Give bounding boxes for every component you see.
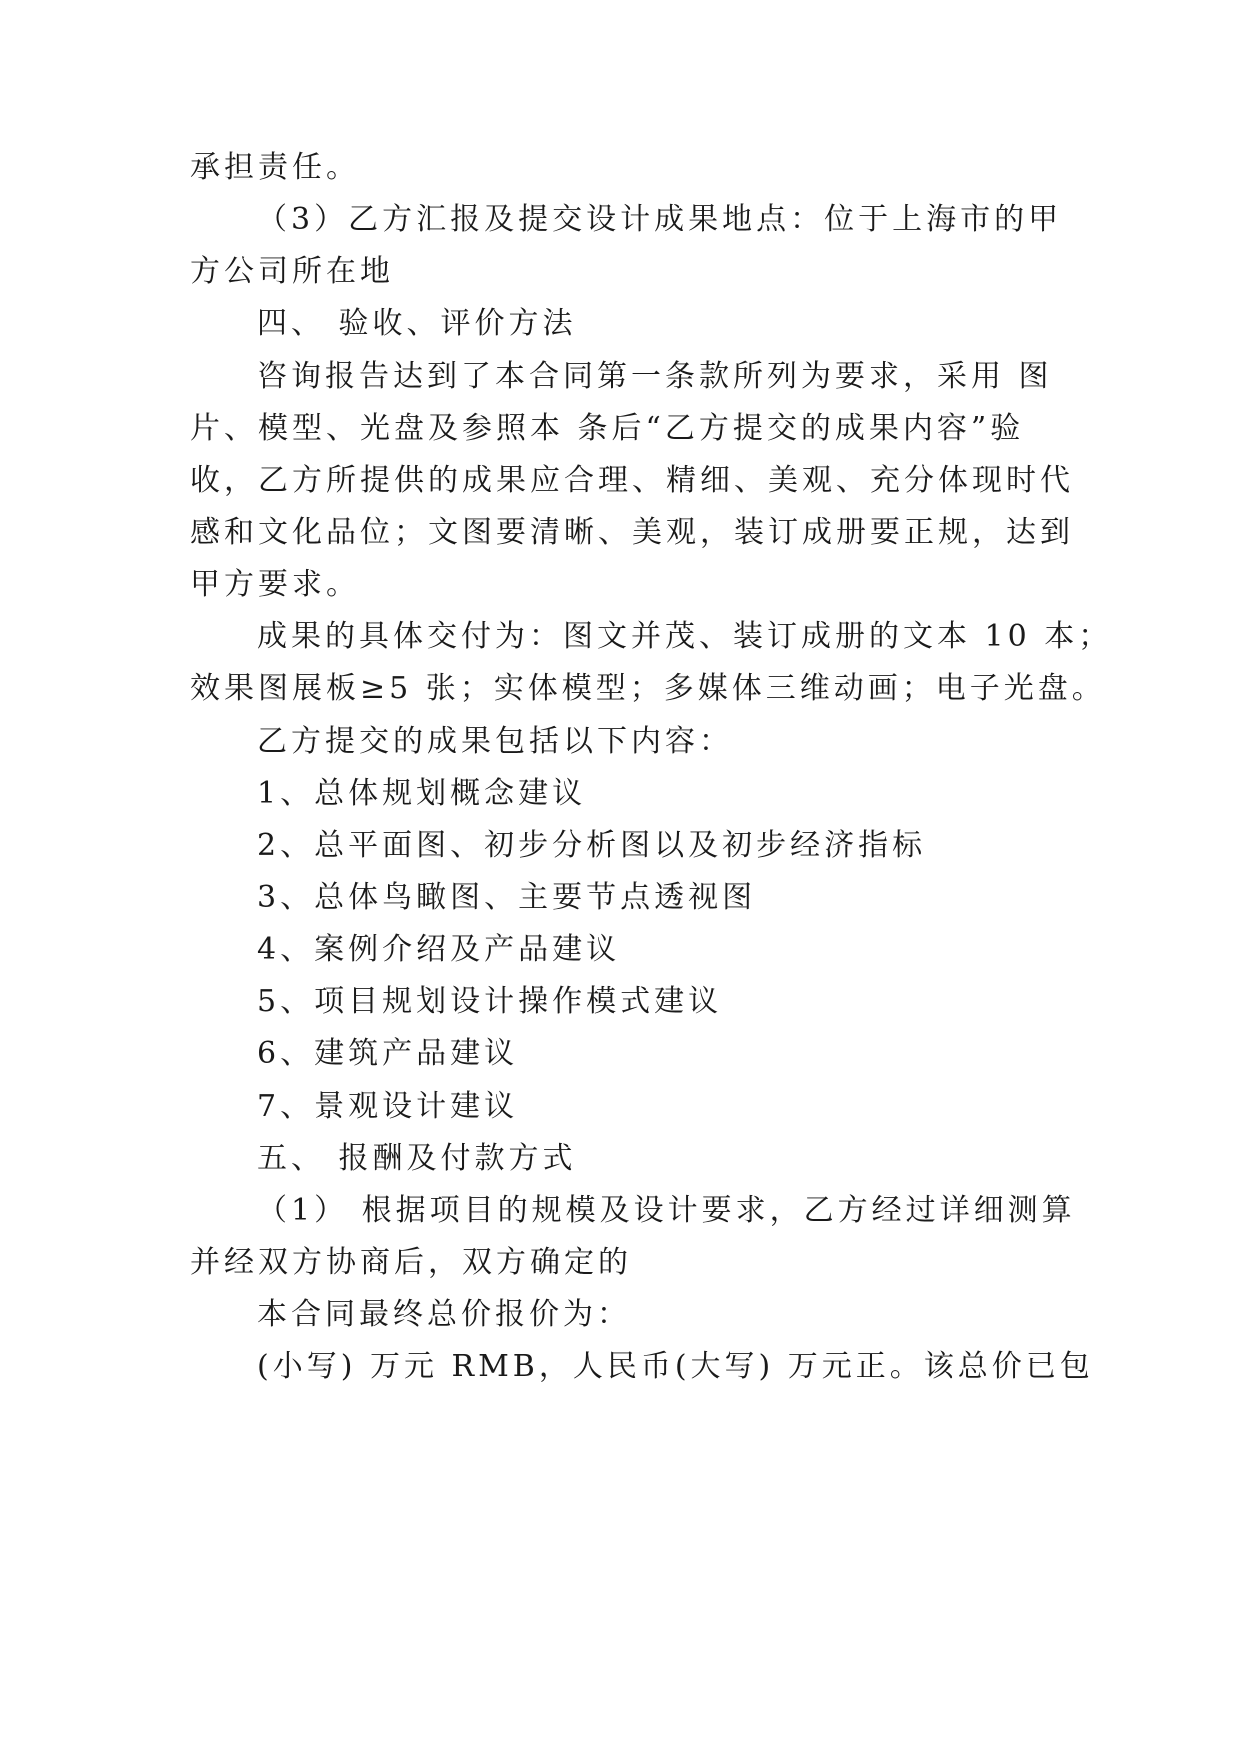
text-line: 方公司所在地 [190,254,394,289]
list-item: 4、案例介绍及产品建议 [257,932,621,967]
text-line: （3）乙方汇报及提交设计成果地点：位于上海市的甲 [257,202,1063,237]
text-line: 咨询报告达到了本合同第一条款所列为要求，采用 图 [257,359,1053,394]
list-item: 2、总平面图、初步分析图以及初步经济指标 [257,828,927,863]
text-line: (小写) 万元 RMB，人民币(大写) 万元正。该总价已包 [257,1349,1094,1384]
text-line: 承担责任。 [190,150,360,185]
list-item: 3、总体鸟瞰图、主要节点透视图 [257,880,757,915]
text-line: 并经双方协商后，双方确定的 [190,1245,632,1280]
text-line: 乙方提交的成果包括以下内容： [257,724,733,759]
section-heading: 五、 报酬及付款方式 [257,1141,577,1176]
text-line: 片、模型、光盘及参照本 条后“乙方提交的成果内容”验 [190,411,1025,446]
text-line: 效果图展板≥5 张；实体模型；多媒体三维动画；电子光盘。 [190,671,1106,706]
text-line: 收，乙方所提供的成果应合理、精细、美观、充分体现时代 [190,463,1074,498]
section-heading: 四、 验收、评价方法 [257,306,577,341]
list-item: 7、景观设计建议 [257,1089,519,1124]
text-line: （1） 根据项目的规模及设计要求，乙方经过详细测算 [257,1193,1076,1228]
list-item: 5、项目规划设计操作模式建议 [257,984,723,1019]
text-line: 甲方要求。 [190,567,360,602]
text-line: 成果的具体交付为：图文并茂、装订成册的文本 10 本； [257,619,1113,654]
list-item: 6、建筑产品建议 [257,1036,519,1071]
list-item: 1、总体规划概念建议 [257,776,587,811]
text-line: 感和文化品位；文图要清晰、美观，装订成册要正规，达到 [190,515,1074,550]
text-line: 本合同最终总价报价为： [257,1297,631,1332]
